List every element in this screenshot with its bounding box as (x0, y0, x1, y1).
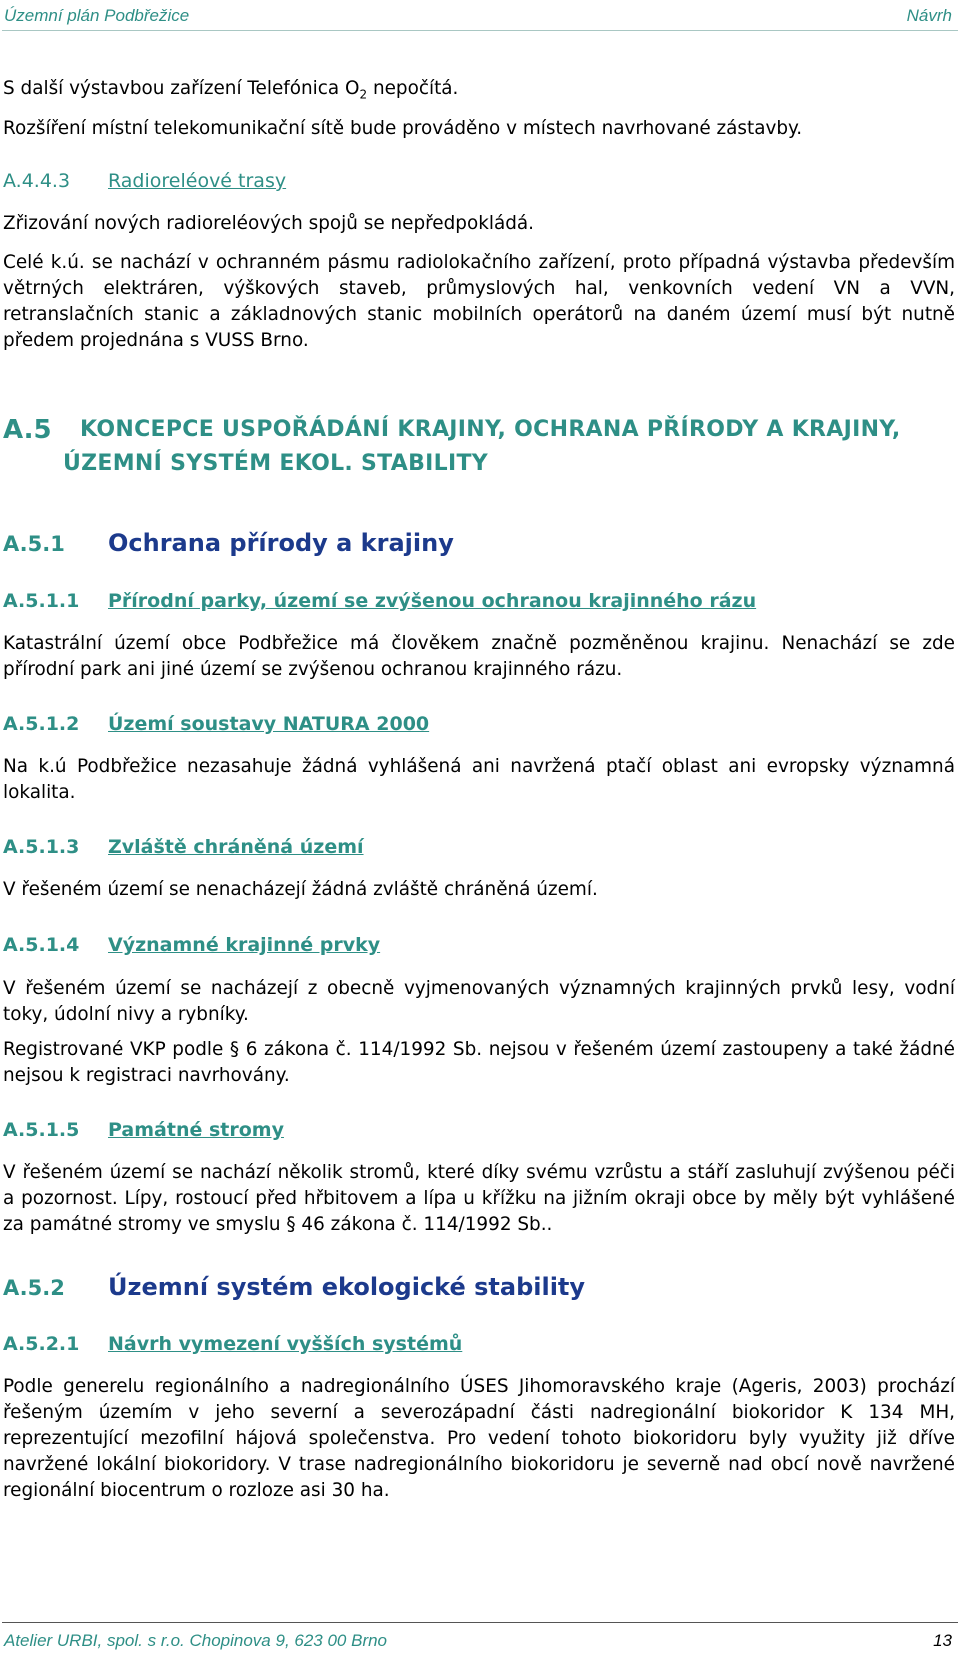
section-number: A.5.1.5 (3, 1119, 80, 1141)
chapter-heading-a5 (3, 413, 955, 483)
section-title: Územní systém ekologické stability (108, 1273, 586, 1301)
heading-a513 (3, 834, 364, 860)
text-fragment: S další výstavbou zařízení Telefónica O (3, 78, 360, 99)
section-number: A.5.1.4 (3, 934, 80, 956)
heading-a512 (3, 711, 429, 737)
paragraph-radio-relay: Zřizování nových radioreléových spojů se nepředpokládá. (3, 213, 535, 234)
section-number: A.5.1.1 (3, 590, 80, 612)
paragraph-registered-vkp: Registrované VKP podle § 6 zákona č. 114/1992 Sb. nejsou v řešeném území zastoupeny a také žádné nejsou k registraci navrhovány. (3, 1039, 955, 1086)
section-title: Ochrana přírody a krajiny (108, 529, 454, 557)
heading-a521 (3, 1331, 462, 1357)
section-title: Přírodní parky, území se zvýšenou ochranou krajinného rázu (108, 590, 757, 612)
paragraph-landscape-elements: V řešeném území se nacházejí z obecně vyjmenovaných významných krajinných prvků lesy, vodní toky, údolní nivy a rybníky. (3, 978, 955, 1025)
chapter-title-line2: ÚZEMNÍ SYSTÉM EKOL. STABILITY (63, 451, 488, 476)
subscript: 2 (359, 87, 368, 102)
page-footer (2, 1622, 958, 1653)
paragraph-uses-systems: Podle generelu regionálního a nadregionálního ÚSES Jihomoravského kraje (Ageris, 2003) prochází řešeným územím v jeho severní a severozápadní části nadregionální biokoridor K 134 MH, reprezentující mezofilní hájová společenstva. Pro vedení tohoto biokoridoru byly využity již dříve navržené lokální biokoridory. V trase nadregionálního biokoridoru je severně nad obcí nově navržené regionální biocentrum o rozloze asi 30 ha. (3, 1376, 955, 1501)
section-number: A.4.4.3 (3, 170, 71, 192)
section-number: A.5.2.1 (3, 1333, 80, 1355)
paragraph-telecom-expansion: Rozšíření místní telekomunikační sítě bude prováděno v místech navrhované zástavby. (3, 118, 803, 139)
section-title: Území soustavy NATURA 2000 (108, 713, 430, 735)
section-number: A.5.2 (3, 1276, 65, 1300)
section-title: Památné stromy (108, 1119, 284, 1141)
chapter-number: A.5 (3, 415, 52, 445)
page-number: 13 (933, 1631, 952, 1650)
header-status: Návrh (906, 6, 952, 25)
text-fragment: nepočítá. (367, 78, 459, 99)
section-title: Radioreléové trasy (108, 170, 287, 192)
section-number: A.5.1 (3, 532, 65, 556)
heading-a515 (3, 1117, 284, 1143)
paragraph-telefonica (3, 76, 955, 108)
heading-a511 (3, 588, 756, 614)
paragraph-memorial-trees: V řešeném území se nachází několik stromů, které díky svému vzrůstu a stáří zasluhují zvýšenou péči a pozornost. Lípy, rostoucí před hřbitovem a lípa u křížku na jižním okraji obce by měly být vyhlášené za památné stromy ve smyslu § 46 zákona č. 114/1992 Sb.. (3, 1162, 955, 1235)
footer-company-address: Atelier URBI, spol. s r.o. Chopinova 9, 623 00 Brno (4, 1631, 388, 1650)
paragraph-natura-2000: Na k.ú Podbřežice nezasahuje žádná vyhlášená ani navržená ptačí oblast ani evropsky významná lokalita. (3, 756, 955, 803)
page-header (2, 4, 958, 31)
section-number: A.5.1.2 (3, 713, 80, 735)
heading-a51 (3, 528, 454, 559)
header-document-title: Územní plán Podbřežice (4, 6, 190, 25)
chapter-title-line1: KONCEPCE USPOŘÁDÁNÍ KRAJINY, OCHRANA PŘÍRODY A KRAJINY, (80, 417, 901, 442)
section-radio-relay (3, 168, 286, 194)
paragraph-protected-areas: V řešeném území se nenacházejí žádná zvláště chráněná území. (3, 879, 598, 900)
section-title: Významné krajinné prvky (108, 934, 381, 956)
section-number: A.5.1.3 (3, 836, 80, 858)
heading-a514 (3, 932, 380, 958)
heading-a52 (3, 1272, 585, 1303)
paragraph-nature-parks: Katastrální území obce Podbřežice má člověkem značně pozměněnou krajinu. Nenachází se zde přírodní park ani jiné území se zvýšenou ochranou krajinného rázu. (3, 633, 955, 680)
section-title: Návrh vymezení vyšších systémů (108, 1333, 463, 1355)
paragraph-radar-zone: Celé k.ú. se nachází v ochranném pásmu radiolokačního zařízení, proto případná výstavba především větrných elektráren, výškových staveb, průmyslových hal, venkovních vedení VN a VVN, retranslačních stanic a základnových stanic mobilních operátorů na daném území musí být nutně předem projednána s VUSS Brno. (3, 252, 955, 351)
section-title: Zvláště chráněná území (108, 836, 364, 858)
